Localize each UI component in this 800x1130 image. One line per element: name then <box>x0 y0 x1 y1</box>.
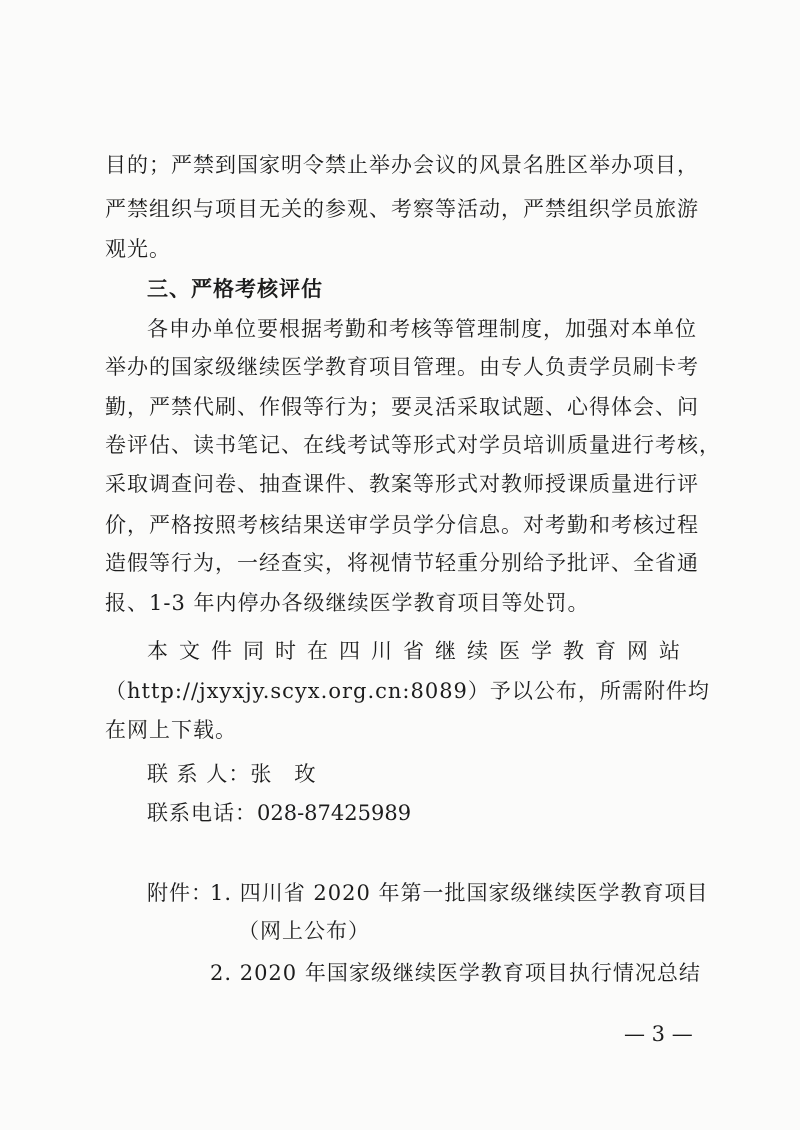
contact-person <box>147 757 316 791</box>
publish-line-3: 在网上下载。 <box>105 718 237 742</box>
contact-phone-label: 联系电话： <box>147 801 257 825</box>
contact-phone <box>147 796 411 830</box>
section-heading: 三、严格考核评估 <box>147 277 323 301</box>
paragraph-line-1: 各申办单位要根据考勤和考核等管理制度，加强对本单位 <box>147 317 697 341</box>
attachment-item-2: 2. 2020 年国家级继续医学教育项目执行情况总结 <box>210 961 701 985</box>
publish-line-1: 本文件同时在四川省继续医学教育网站 <box>147 639 691 663</box>
paragraph-line-2: 举办的国家级继续医学教育项目管理。由专人负责学员刷卡考 <box>105 355 699 379</box>
attachment-item-1: 1. 四川省 2020 年第一批国家级继续医学教育项目 <box>210 881 709 905</box>
body-line-1: 目的；严禁到国家明令禁止举办会议的风景名胜区举办项目， <box>105 153 699 177</box>
paragraph-line-6: 价，严格按照考核结果送审学员学分信息。对考勤和考核过程 <box>105 513 699 537</box>
attachment-item-1-cont: （网上公布） <box>238 919 370 943</box>
contact-phone-number: 028-87425989 <box>257 801 412 825</box>
publish-line-2: （http://jxyxjy.scyx.org.cn:8089）予以公布，所需附件均 <box>105 679 710 703</box>
contact-person-label: 联 系 人： <box>147 762 251 786</box>
paragraph-line-7: 造假等行为，一经查实，将视情节轻重分别给予批评、全省通 <box>105 551 699 575</box>
body-line-3: 观光。 <box>105 237 171 261</box>
paragraph-line-8: 报、1-3 年内停办各级继续医学教育项目等处罚。 <box>105 591 590 615</box>
attachment-label: 附件： <box>147 881 213 905</box>
body-line-2: 严禁组织与项目无关的参观、考察等活动，严禁组织学员旅游 <box>105 197 699 221</box>
paragraph-line-3: 勤，严禁代刷、作假等行为；要灵活采取试题、心得体会、问 <box>105 395 699 419</box>
contact-person-name: 张 玫 <box>250 762 317 786</box>
page-number: — 3 — <box>624 1022 693 1046</box>
paragraph-line-4: 卷评估、读书笔记、在线考试等形式对学员培训质量进行考核， <box>105 433 721 457</box>
paragraph-line-5: 采取调查问卷、抽查课件、教案等形式对教师授课质量进行评 <box>105 472 699 496</box>
